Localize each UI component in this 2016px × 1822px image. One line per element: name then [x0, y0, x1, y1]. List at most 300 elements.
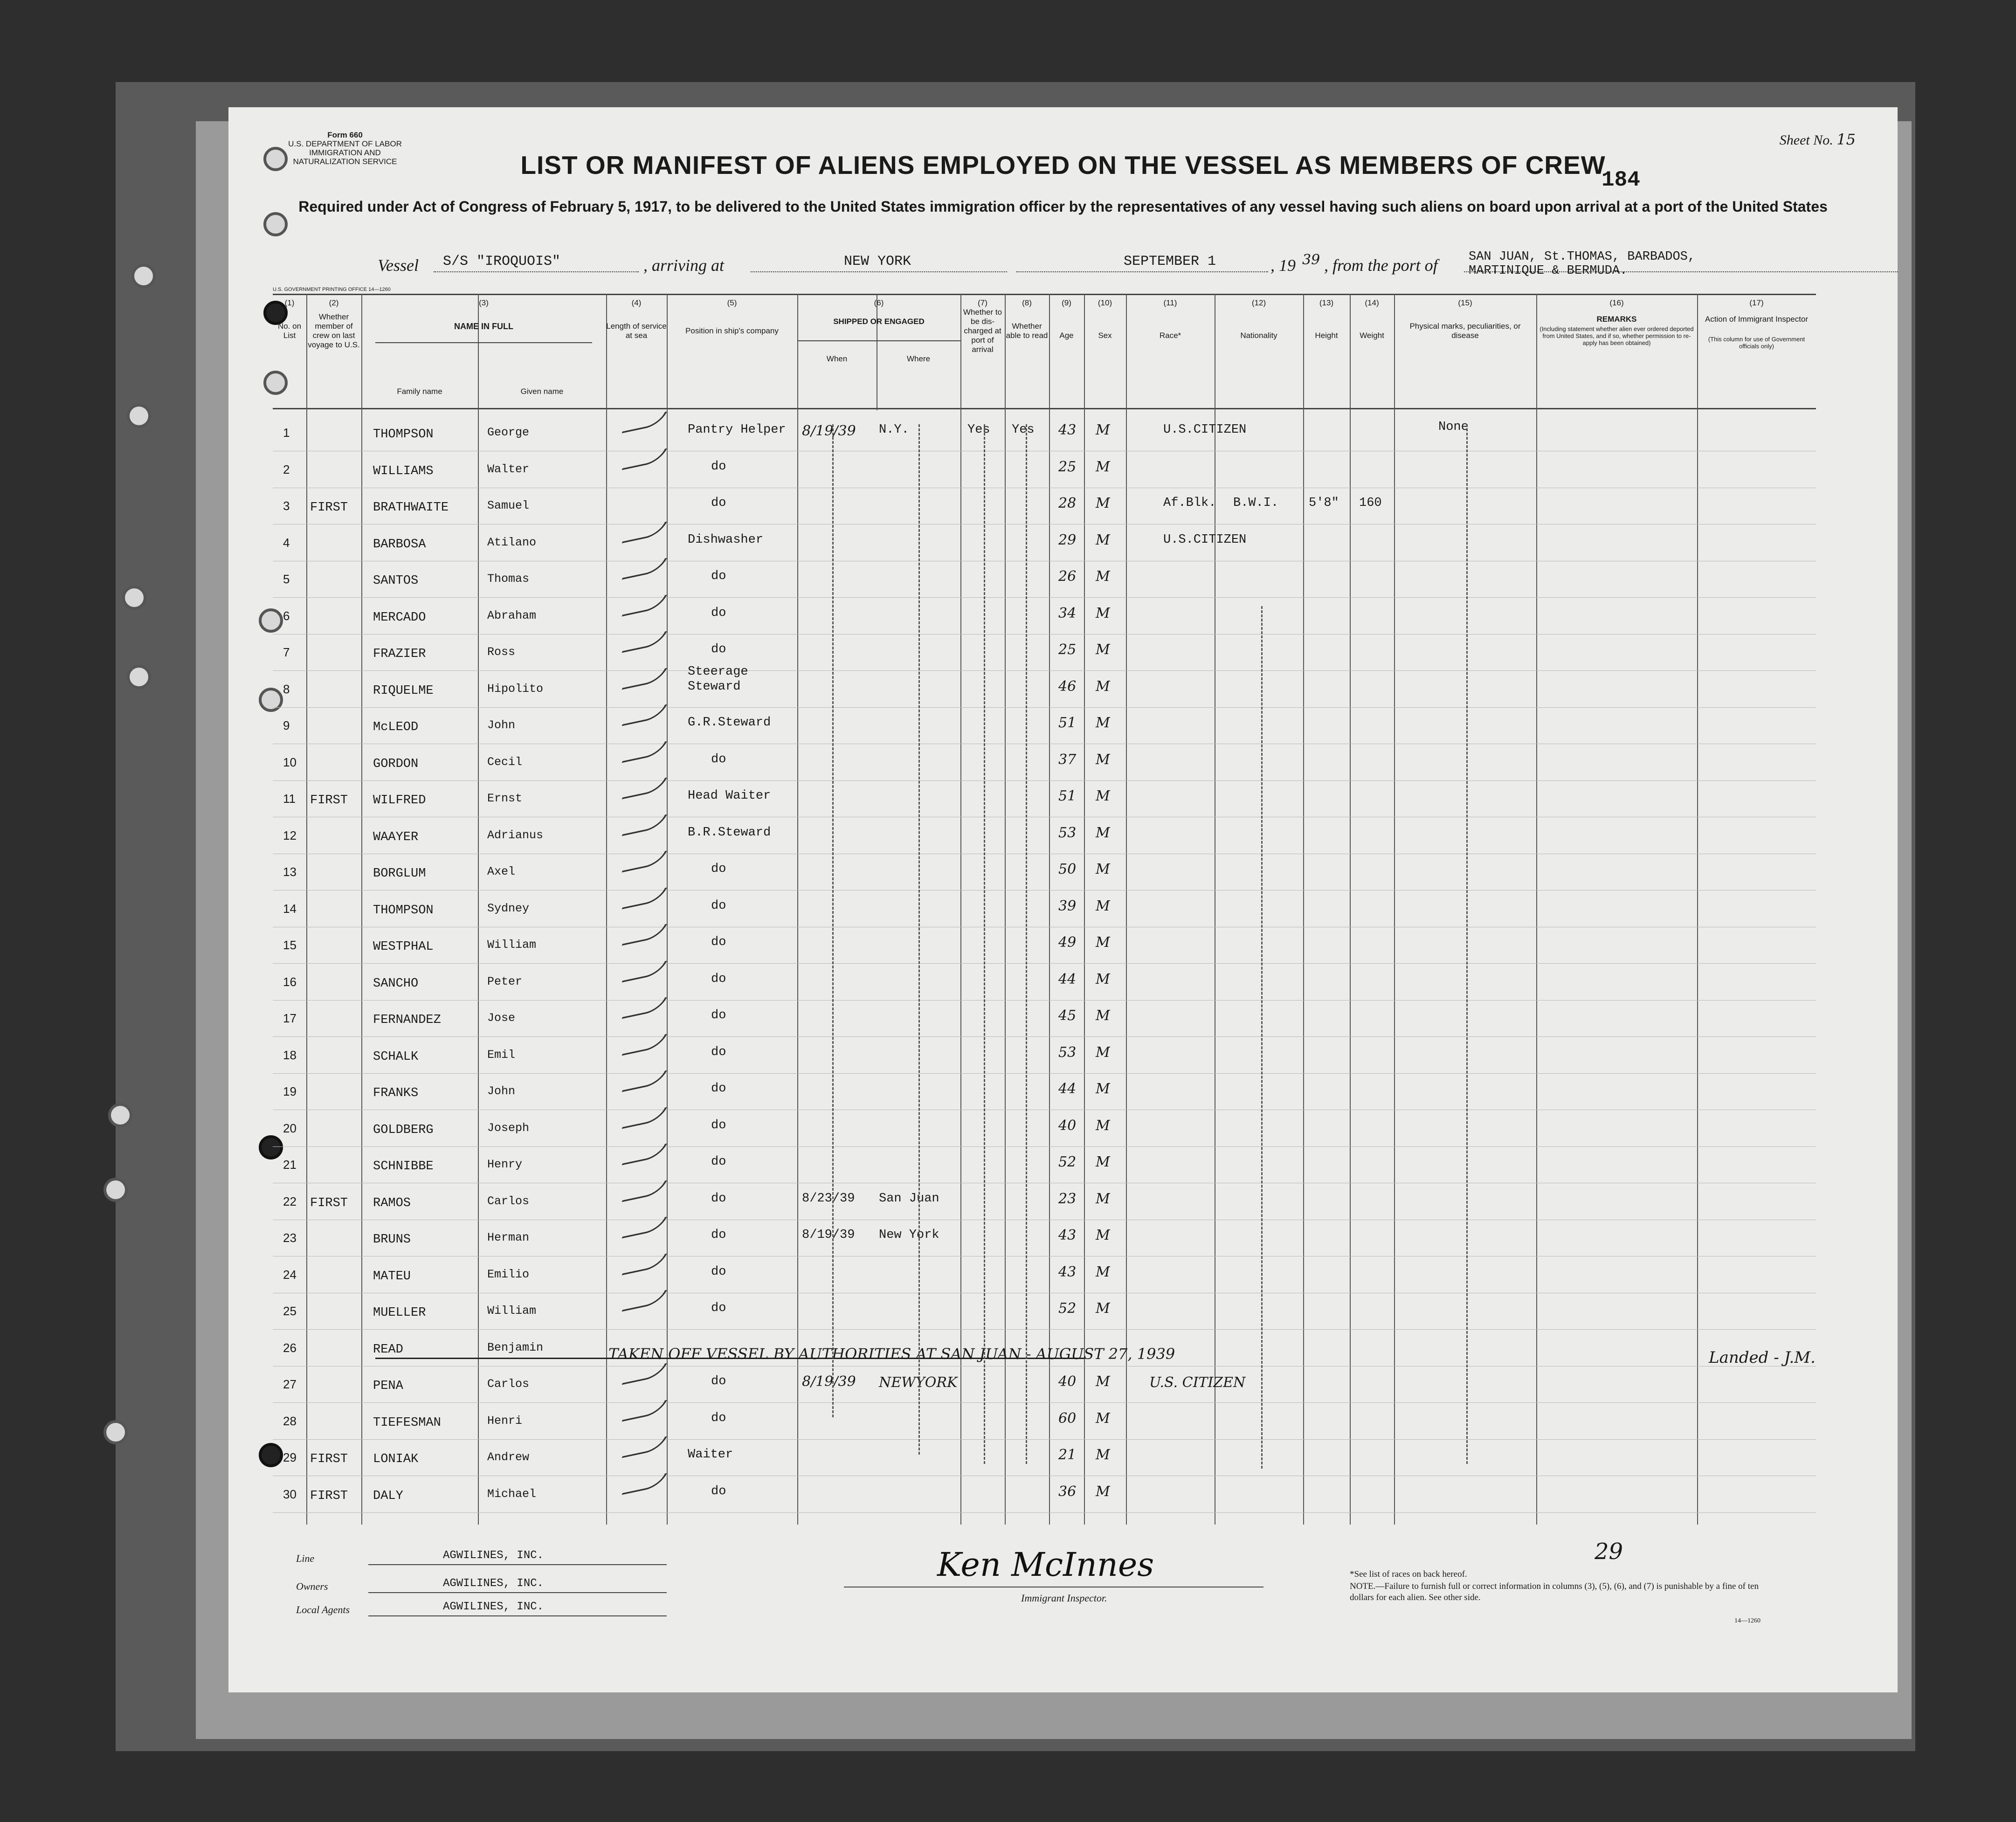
position: do [711, 935, 726, 949]
position: do [711, 569, 726, 583]
table-row [273, 597, 1816, 598]
sex: M [1096, 1300, 1110, 1317]
shipped-where: NEWYORK [879, 1374, 958, 1391]
family-name: GOLDBERG [373, 1123, 434, 1137]
col-8-number: (8) [1022, 298, 1032, 307]
col-name-header: NAME IN FULL [454, 322, 513, 331]
given-name: Ross [487, 645, 516, 659]
table-row [273, 670, 1816, 671]
sex: M [1096, 1008, 1110, 1024]
col-11-number: (11) [1163, 298, 1177, 307]
age: 43 [1058, 1263, 1077, 1280]
sex: M [1096, 1410, 1110, 1427]
position: Dishwasher [688, 532, 764, 547]
prior-voyage: FIRST [310, 501, 348, 515]
given-name: Ernst [487, 792, 523, 805]
sex: M [1096, 1117, 1110, 1134]
position: Waiter [688, 1448, 733, 1462]
penalty-note: NOTE.—Failure to furnish full or correct information in columns (3), (5), (6), and (7) is punishable by a fine of ten dollars for each alien. See other side. [1350, 1581, 1759, 1602]
page-subtitle: Required under Act of Congress of February 5, 1917, to be delivered to the United States immigration officer by the representatives of any vessel having such aliens on board upon arrival at a port of the United States [298, 198, 1828, 215]
table-row [273, 524, 1816, 525]
sheet-number [1780, 131, 1856, 148]
table-row [273, 1073, 1816, 1074]
prior-voyage: FIRST [310, 794, 348, 807]
punch-hole [104, 1178, 128, 1202]
service-checkmark [621, 1363, 667, 1385]
position: Head Waiter [688, 789, 771, 803]
col-nationality-header: Nationality [1240, 331, 1277, 340]
ditto-line [984, 424, 985, 1464]
owners-value: AGWILINES, INC. [443, 1577, 544, 1590]
given-name: Walter [487, 462, 530, 476]
position: B.R.Steward [688, 825, 771, 840]
sex: M [1096, 1044, 1110, 1061]
age: 50 [1058, 861, 1077, 877]
given-name: Adrianus [487, 828, 544, 842]
service-checkmark [621, 887, 667, 909]
position: do [711, 1264, 726, 1279]
row-number: 30 [283, 1487, 297, 1501]
col-4-number: (4) [631, 298, 642, 307]
row-number: 29 [283, 1450, 297, 1464]
family-name: READ [373, 1342, 403, 1357]
family-name: BARBOSA [373, 537, 426, 552]
service-checkmark [621, 997, 667, 1019]
family-name: MUELLER [373, 1306, 426, 1320]
sex: M [1096, 1081, 1110, 1097]
col-race-header: Race* [1159, 331, 1181, 340]
vessel-name: S/S "IROQUOIS" [443, 254, 561, 269]
given-name: Andrew [487, 1450, 530, 1464]
arrival-date: SEPTEMBER 1 [1124, 254, 1216, 269]
table-row [273, 1000, 1816, 1001]
arrival-year: 39 [1302, 252, 1320, 268]
inspector-signature: Ken McInnes [937, 1546, 1154, 1584]
position: do [711, 862, 726, 876]
position: Pantry Helper [688, 423, 786, 437]
sex: M [1096, 824, 1110, 841]
col-when-header: When [826, 354, 848, 363]
table-row [273, 1146, 1816, 1147]
weight: 160 [1359, 496, 1382, 510]
row-number: 24 [283, 1267, 297, 1282]
service: IMMIGRATION AND NATURALIZATION SERVICE [293, 148, 397, 166]
height: 5'8" [1309, 496, 1339, 510]
agents-value: AGWILINES, INC. [443, 1601, 544, 1613]
position: do [711, 606, 726, 620]
family-name: SCHALK [373, 1049, 419, 1064]
position: do [711, 1374, 726, 1388]
position: do [711, 1484, 726, 1498]
arriving-label: , arriving at [643, 256, 725, 275]
shipped-when: 8/23/39 [802, 1191, 855, 1206]
position: do [711, 1228, 726, 1242]
age: 34 [1058, 605, 1077, 621]
position: G.R.Steward [688, 716, 771, 730]
given-name: Henri [487, 1414, 523, 1428]
age: 26 [1058, 568, 1077, 585]
age: 29 [1058, 531, 1077, 548]
age: 44 [1058, 1081, 1077, 1097]
sex: M [1096, 861, 1110, 877]
age: 21 [1058, 1447, 1077, 1463]
col-marks-header: Physical marks, peculiarities, or disease [1409, 322, 1521, 340]
row-number: 18 [283, 1048, 297, 1062]
sex: M [1096, 934, 1110, 951]
col-weight-header: Weight [1360, 331, 1384, 340]
col-6-number: (6) [874, 298, 884, 307]
row-26-inspector-mark: Landed - J.M. [1709, 1348, 1816, 1367]
family-name: FRANKS [373, 1086, 419, 1100]
ditto-line [1026, 424, 1027, 1464]
sex: M [1096, 422, 1110, 438]
sex: M [1096, 531, 1110, 548]
col-12-number: (12) [1251, 298, 1266, 307]
family-name: GORDON [373, 757, 419, 771]
service-checkmark [621, 1034, 667, 1056]
prior-voyage: FIRST [310, 1452, 348, 1466]
sex: M [1096, 715, 1110, 731]
from-port-line-1: SAN JUAN, St.THOMAS, BARBADOS, [1469, 250, 1696, 264]
shipped-where: New York [879, 1228, 939, 1242]
given-name: Joseph [487, 1121, 530, 1135]
footer [228, 1539, 1898, 1685]
line-label: Line [296, 1553, 315, 1564]
age: 53 [1058, 824, 1077, 841]
age: 36 [1058, 1483, 1077, 1500]
col-remarks-header: REMARKS [1596, 315, 1637, 324]
family-name: RAMOS [373, 1196, 411, 1210]
row-number: 27 [283, 1377, 297, 1391]
family-name: WAAYER [373, 830, 419, 844]
given-name: Carlos [487, 1377, 530, 1391]
service-checkmark [621, 1107, 667, 1129]
service-checkmark [621, 777, 667, 799]
family-name: WILLIAMS [373, 464, 434, 478]
able-to-read: Yes [1012, 423, 1035, 437]
form-number: Form 660 [327, 131, 363, 139]
given-name: Henry [487, 1158, 523, 1171]
arriving-port: NEW YORK [844, 254, 911, 269]
sex: M [1096, 568, 1110, 585]
service-checkmark [621, 521, 667, 543]
age: 25 [1058, 642, 1077, 658]
row-number: 16 [283, 974, 297, 989]
given-name: John [487, 1084, 516, 1098]
physical-marks: None [1438, 420, 1469, 434]
punch-hole [127, 404, 151, 428]
position: do [711, 752, 726, 766]
age: 28 [1058, 495, 1077, 511]
age: 44 [1058, 971, 1077, 987]
position: do [711, 459, 726, 474]
sex: M [1096, 897, 1110, 914]
age: 37 [1058, 751, 1077, 768]
family-name: MERCADO [373, 610, 426, 625]
page-title: LIST OR MANIFEST OF ALIENS EMPLOYED ON THE VESSEL AS MEMBERS OF CREW [520, 151, 1606, 179]
race: U.S. CITIZEN [1149, 1374, 1246, 1391]
row-number: 25 [283, 1304, 297, 1318]
col-15-number: (15) [1458, 298, 1472, 307]
age: 40 [1058, 1117, 1077, 1134]
given-name: Peter [487, 974, 523, 988]
row-number: 8 [283, 682, 290, 696]
position: do [711, 972, 726, 986]
handwritten-count: 29 [1595, 1539, 1623, 1565]
row-number: 20 [283, 1121, 297, 1135]
given-name: Emilio [487, 1267, 530, 1281]
table-row [273, 1512, 1816, 1513]
col-shipped-header: SHIPPED OR ENGAGED [833, 317, 925, 326]
ditto-line [1261, 606, 1263, 1469]
position: do [711, 1301, 726, 1315]
row-26-note: TAKEN OFF VESSEL BY AUTHORITIES AT SAN JUAN - AUGUST 27, 1939 [608, 1345, 1175, 1363]
family-name: PENA [373, 1379, 403, 1393]
row-number: 11 [283, 792, 296, 806]
from-port-line-2: MARTINIQUE & BERMUDA. [1469, 264, 1628, 278]
col-action-subheader: (This column for use of Government officials only) [1708, 336, 1805, 350]
position: do [711, 1191, 726, 1206]
col-1-number: (1) [284, 298, 295, 307]
age: 53 [1058, 1044, 1077, 1061]
table-row [273, 963, 1816, 964]
col-family-name-header: Family name [397, 387, 442, 396]
sex: M [1096, 458, 1110, 475]
service-checkmark [621, 411, 667, 433]
col-remarks-subheader: (Including statement whether alien ever ordered deported from United States, and if so, whether permission to re-apply has been obtained) [1540, 325, 1694, 346]
col-height-header: Height [1315, 331, 1338, 340]
given-name: George [487, 426, 530, 439]
race: U.S.CITIZEN [1163, 423, 1247, 437]
sex: M [1096, 495, 1110, 511]
punch-hole [127, 665, 151, 689]
col-5-number: (5) [727, 298, 737, 307]
sex: M [1096, 1373, 1110, 1390]
row-number: 10 [283, 755, 297, 769]
table-row [273, 634, 1816, 635]
sex: M [1096, 788, 1110, 804]
age: 23 [1058, 1190, 1077, 1207]
sheet-number-label: Sheet No. [1779, 132, 1833, 148]
given-name: Atilano [487, 535, 537, 549]
family-name: FERNANDEZ [373, 1013, 441, 1027]
family-name: SCHNIBBE [373, 1159, 434, 1173]
position: do [711, 1411, 726, 1425]
age: 51 [1058, 715, 1077, 731]
given-name: Abraham [487, 608, 537, 622]
family-name: SANCHO [373, 976, 419, 991]
stamped-number: 184 [1602, 168, 1640, 192]
age: 40 [1058, 1373, 1077, 1390]
col-sex-header: Sex [1098, 331, 1112, 340]
service-checkmark [621, 1436, 667, 1458]
given-name: William [487, 1304, 537, 1318]
position: do [711, 642, 726, 656]
sex: M [1096, 1190, 1110, 1207]
col-7-number: (7) [978, 298, 987, 307]
position: do [711, 1045, 726, 1059]
family-name: BORGLUM [373, 867, 426, 881]
family-name: THOMPSON [373, 428, 434, 442]
row-number: 22 [283, 1194, 297, 1208]
col-no-header: No. on List [277, 322, 302, 340]
row-number: 21 [283, 1158, 297, 1172]
age: 39 [1058, 897, 1077, 914]
service-checkmark [621, 814, 667, 836]
sex: M [1096, 1227, 1110, 1243]
service-checkmark [621, 704, 667, 726]
family-name: RIQUELME [373, 683, 434, 698]
row-number: 4 [283, 535, 290, 550]
family-name: WESTPHAL [373, 940, 434, 954]
service-checkmark [621, 1473, 667, 1495]
ditto-line [1466, 424, 1468, 1464]
vessel-label: Vessel [378, 256, 419, 275]
row-number: 13 [283, 865, 297, 879]
race: U.S.CITIZEN [1163, 532, 1247, 547]
row-number: 12 [283, 828, 297, 842]
age: 52 [1058, 1300, 1077, 1317]
family-name: BRATHWAITE [373, 501, 449, 515]
department: U.S. DEPARTMENT OF LABOR [288, 139, 402, 148]
row-number: 14 [283, 901, 297, 916]
col-10-number: (10) [1098, 298, 1112, 307]
family-name: LONIAK [373, 1452, 419, 1466]
from-label: , from the port of [1324, 256, 1438, 275]
given-name: Axel [487, 865, 516, 878]
position: do [711, 496, 726, 510]
vessel-line [378, 251, 1898, 279]
shipped-when: 8/19/39 [802, 1228, 855, 1242]
col-read-header: Whether able to read [1006, 322, 1048, 340]
given-name: Benjamin [487, 1340, 544, 1354]
col-prior-voyage-header: Whether member of crew on last voyage to U.S. [308, 312, 360, 349]
row-number: 15 [283, 938, 297, 952]
col-given-name-header: Given name [520, 387, 564, 396]
given-name: Cecil [487, 755, 523, 769]
row-number: 17 [283, 1011, 297, 1025]
col-service-header: Length of service at sea [606, 322, 667, 340]
age: 46 [1058, 678, 1077, 695]
row-number: 5 [283, 572, 290, 586]
given-name: Thomas [487, 572, 530, 586]
crew-table [273, 294, 1816, 1525]
punch-hole [131, 264, 156, 288]
given-name: Herman [487, 1231, 530, 1244]
given-name: Jose [487, 1011, 516, 1025]
age: 25 [1058, 458, 1077, 475]
service-checkmark [621, 924, 667, 946]
row-number: 19 [283, 1084, 297, 1098]
age: 52 [1058, 1154, 1077, 1170]
table-row [273, 1402, 1816, 1403]
row-number: 28 [283, 1414, 297, 1428]
col-9-number: (9) [1062, 298, 1071, 307]
row-number: 7 [283, 645, 290, 659]
punch-hole [122, 586, 146, 610]
agents-label: Local Agents [296, 1604, 350, 1615]
col-age-header: Age [1059, 331, 1074, 340]
shipped-when: 8/19/39 [802, 1373, 856, 1390]
punch-hole [104, 1420, 128, 1444]
given-name: Hipolito [487, 682, 544, 696]
family-name: MATEU [373, 1269, 411, 1284]
sex: M [1096, 678, 1110, 695]
service-checkmark [621, 631, 667, 653]
col-position-header: Position in ship's company [685, 326, 779, 335]
family-name: DALY [373, 1489, 403, 1503]
service-checkmark [621, 960, 667, 982]
row-number: 23 [283, 1231, 297, 1245]
given-name: Samuel [487, 499, 530, 512]
service-checkmark [621, 1070, 667, 1092]
row-number: 6 [283, 608, 290, 623]
service-checkmark [621, 558, 667, 580]
col-action-header: Action of Immigrant Inspector [1705, 315, 1809, 324]
table-row [273, 1329, 1816, 1330]
family-name: WILFRED [373, 794, 426, 807]
row-number: 9 [283, 718, 290, 732]
row-number: 26 [283, 1340, 297, 1355]
position: do [711, 1118, 726, 1132]
sex: M [1096, 1483, 1110, 1500]
form-code: 14—1260 [1734, 1617, 1761, 1624]
age: 51 [1058, 788, 1077, 804]
service-checkmark [621, 668, 667, 690]
col-2-number: (2) [329, 298, 339, 307]
ditto-line [918, 424, 920, 1455]
row-number: 2 [283, 462, 290, 476]
given-name: Sydney [487, 901, 530, 915]
family-name: SANTOS [373, 574, 419, 588]
shipped-when: 8/19/39 [802, 423, 856, 439]
given-name: Carlos [487, 1194, 530, 1208]
family-name: FRAZIER [373, 647, 426, 661]
age: 45 [1058, 1008, 1077, 1024]
position: do [711, 898, 726, 913]
punch-hole [108, 1103, 132, 1127]
service-checkmark [621, 1253, 667, 1275]
nationality: B.W.I. [1233, 496, 1279, 510]
ditto-line [832, 424, 834, 1417]
col-16-number: (16) [1609, 298, 1624, 307]
age: 49 [1058, 934, 1077, 951]
shipped-where: San Juan [879, 1191, 939, 1206]
service-checkmark [621, 1143, 667, 1165]
shipped-where: N.Y. [879, 423, 909, 437]
age: 43 [1058, 422, 1077, 438]
service-checkmark [621, 1180, 667, 1202]
position: do [711, 1082, 726, 1096]
service-checkmark [621, 741, 667, 763]
year-prefix: , 19 [1270, 256, 1296, 275]
given-name: Michael [487, 1487, 537, 1501]
line-value: AGWILINES, INC. [443, 1549, 544, 1562]
sex: M [1096, 605, 1110, 621]
row-number: 1 [283, 426, 290, 440]
col-3-number: (3) [479, 298, 489, 307]
row-number: 3 [283, 499, 290, 513]
col-14-number: (14) [1365, 298, 1379, 307]
inspector-label: Immigrant Inspector. [1021, 1592, 1107, 1604]
family-name: McLEOD [373, 720, 419, 734]
service-checkmark [621, 1400, 667, 1422]
family-name: THOMPSON [373, 903, 434, 918]
col-where-header: Where [906, 354, 931, 363]
sex: M [1096, 642, 1110, 658]
given-name: William [487, 938, 537, 952]
races-note: *See list of races on back hereof. [1350, 1569, 1467, 1579]
